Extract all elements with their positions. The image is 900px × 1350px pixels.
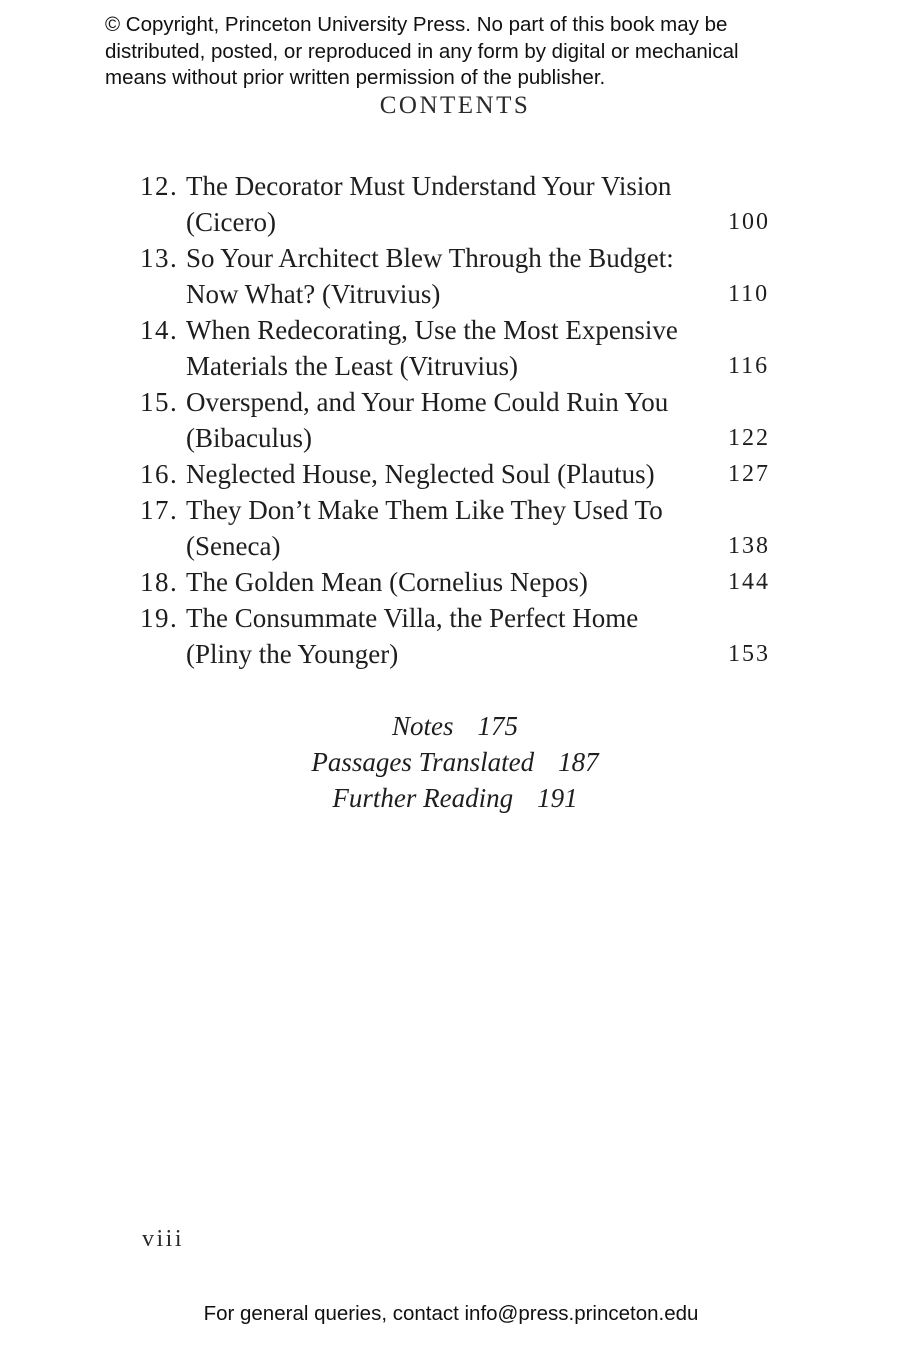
- back-matter-label: Passages Translated: [311, 747, 535, 777]
- copyright-line: distributed, posted, or reproduced in any form by digital or mechanical: [105, 39, 739, 63]
- back-matter-list: [0, 708, 900, 816]
- copyright-line: © Copyright, Princeton University Press. No part of this book may be: [105, 13, 728, 36]
- page-number: 127: [728, 461, 770, 487]
- chapter-number: 12.: [140, 171, 179, 201]
- page-number: 110: [728, 281, 770, 307]
- toc-entry: [140, 492, 780, 564]
- toc-entry: [140, 600, 780, 672]
- toc-entry: [140, 384, 780, 456]
- back-matter-page: 187: [558, 747, 599, 777]
- back-matter-label: Notes: [391, 711, 454, 741]
- back-matter-entry: [0, 708, 900, 744]
- page-title: CONTENTS: [379, 92, 531, 119]
- toc-entry: [140, 564, 780, 600]
- toc-entry: [140, 240, 780, 312]
- chapter-title: They Don’t Make Them Like They Used To: [186, 495, 663, 525]
- chapter-title: So Your Architect Blew Through the Budget:: [186, 243, 674, 273]
- chapter-title-continued: (Cicero): [186, 207, 276, 237]
- table-of-contents: [140, 168, 780, 672]
- folio-page-number: viii: [142, 1226, 185, 1252]
- page-number: 100: [728, 209, 770, 235]
- chapter-title: When Redecorating, Use the Most Expensive: [186, 315, 678, 345]
- chapter-title: Overspend, and Your Home Could Ruin You: [186, 387, 669, 417]
- page-number: 138: [728, 533, 770, 559]
- chapter-title-continued: Materials the Least (Vitruvius): [186, 351, 519, 381]
- chapter-number: 13.: [140, 243, 179, 273]
- chapter-number: 19.: [140, 603, 179, 633]
- chapter-number: 14.: [140, 315, 179, 345]
- page-number: 116: [728, 353, 770, 379]
- chapter-title-continued: (Bibaculus): [186, 423, 312, 453]
- back-matter-label: Further Reading: [332, 783, 514, 813]
- chapter-title: The Golden Mean (Cornelius Nepos): [186, 567, 588, 597]
- back-matter-entry: [0, 744, 900, 780]
- copyright-line: means without prior written permission of the publisher.: [105, 66, 606, 89]
- back-matter-page: 191: [537, 783, 578, 813]
- footer-contact: For general queries, contact info@press.princeton.edu: [203, 1302, 699, 1325]
- toc-entry: [140, 456, 780, 492]
- page-number: 122: [728, 425, 770, 451]
- chapter-title-continued: Now What? (Vitruvius): [186, 279, 441, 309]
- chapter-title: Neglected House, Neglected Soul (Plautus): [186, 459, 655, 489]
- back-matter-entry: [0, 780, 900, 816]
- page-number: 153: [728, 641, 770, 667]
- chapter-title: The Decorator Must Understand Your Vision: [186, 171, 672, 201]
- chapter-number: 16.: [140, 459, 179, 489]
- chapter-title: The Consummate Villa, the Perfect Home: [186, 603, 639, 633]
- toc-entry: [140, 168, 780, 240]
- chapter-title-continued: (Pliny the Younger): [186, 639, 399, 669]
- chapter-number: 15.: [140, 387, 179, 417]
- back-matter-page: 175: [477, 711, 518, 741]
- chapter-title-continued: (Seneca): [186, 531, 281, 561]
- chapter-number: 18.: [140, 567, 179, 597]
- chapter-number: 17.: [140, 495, 179, 525]
- toc-entry: [140, 312, 780, 384]
- copyright-notice: [105, 12, 825, 92]
- page-number: 144: [728, 569, 770, 595]
